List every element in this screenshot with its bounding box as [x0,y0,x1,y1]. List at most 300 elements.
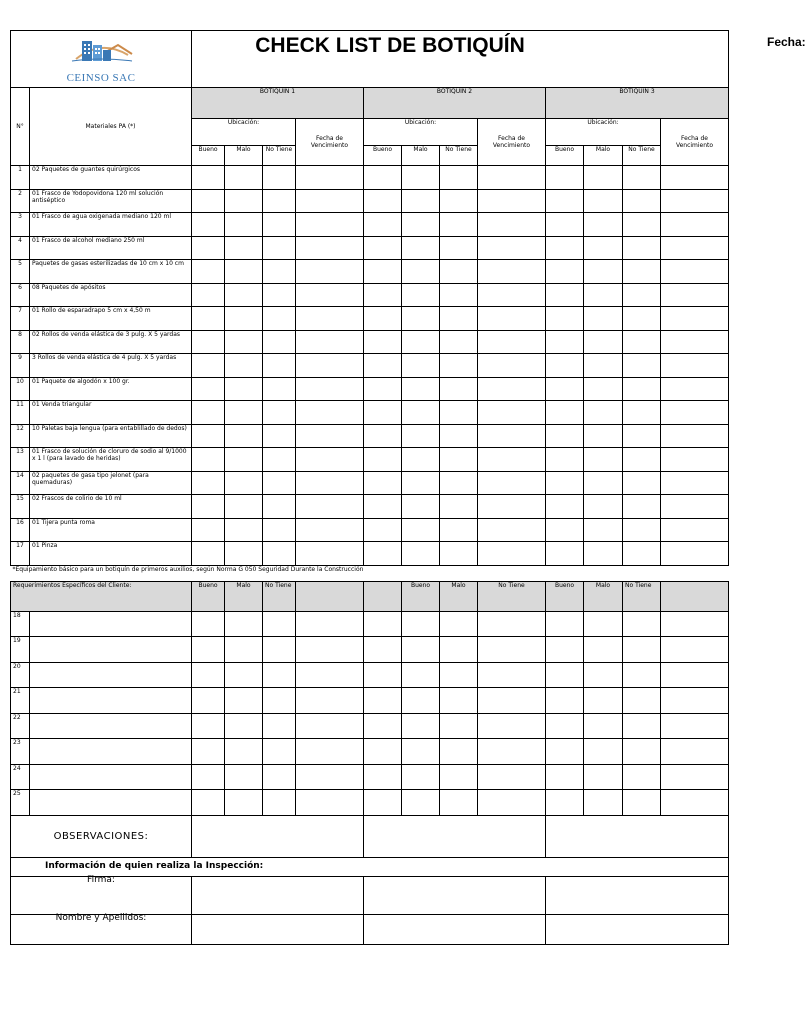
client-25-kit-2-bad[interactable] [402,790,440,816]
item-6-kit-1-missing[interactable] [263,283,296,307]
item-7-kit-1-missing[interactable] [263,307,296,331]
item-14-kit-1-expiry-cell[interactable] [296,471,364,495]
item-4-kit-1-expiry-cell[interactable] [296,236,364,260]
client-20-kit-1-good[interactable] [192,662,225,688]
client-23-kit-3-missing[interactable] [623,739,661,765]
item-9-kit-1-expiry-cell[interactable] [296,354,364,378]
item-7-kit-3-good[interactable] [546,307,584,331]
client-22-kit-2-good[interactable] [364,713,402,739]
item-7-kit-2-missing[interactable] [440,307,478,331]
client-25-kit-1-good[interactable] [192,790,225,816]
item-3-kit-1-bad[interactable] [225,213,263,237]
item-2-kit-3-missing[interactable] [623,189,661,213]
client-21-kit-3-good[interactable] [546,688,584,714]
item-17-kit-1-missing[interactable] [263,542,296,566]
item-10-kit-1-expiry-cell[interactable] [296,377,364,401]
item-11-kit-3-missing[interactable] [623,401,661,425]
item-15-kit-3-missing[interactable] [623,495,661,519]
item-5-kit-1-bad[interactable] [225,260,263,284]
client-22-kit-2-expiry-cell[interactable] [478,713,546,739]
item-4-kit-2-missing[interactable] [440,236,478,260]
client-23-kit-1-good[interactable] [192,739,225,765]
client-23-kit-2-expiry-cell[interactable] [478,739,546,765]
item-13-kit-3-expiry-cell[interactable] [661,448,729,472]
item-12-kit-3-missing[interactable] [623,424,661,448]
item-8-kit-3-missing[interactable] [623,330,661,354]
item-16-kit-1-good[interactable] [192,518,225,542]
item-14-kit-2-bad[interactable] [402,471,440,495]
client-20-kit-3-missing[interactable] [623,662,661,688]
item-11-kit-3-good[interactable] [546,401,584,425]
item-9-kit-2-missing[interactable] [440,354,478,378]
item-3-kit-1-expiry-cell[interactable] [296,213,364,237]
signature-kit-3[interactable] [546,876,729,914]
item-3-kit-2-good[interactable] [364,213,402,237]
observations-kit-2[interactable] [364,815,546,857]
item-1-kit-2-good[interactable] [364,166,402,190]
item-15-kit-1-good[interactable] [192,495,225,519]
client-24-kit-3-good[interactable] [546,764,584,790]
client-18-kit-1-missing[interactable] [263,611,296,637]
item-16-kit-3-missing[interactable] [623,518,661,542]
client-23-kit-1-missing[interactable] [263,739,296,765]
item-14-kit-1-good[interactable] [192,471,225,495]
client-24-kit-1-expiry-cell[interactable] [296,764,364,790]
item-6-kit-3-expiry-cell[interactable] [661,283,729,307]
client-20-kit-1-expiry-cell[interactable] [296,662,364,688]
item-10-kit-2-expiry-cell[interactable] [478,377,546,401]
client-25-kit-3-bad[interactable] [584,790,623,816]
item-3-kit-3-good[interactable] [546,213,584,237]
client-25-kit-3-good[interactable] [546,790,584,816]
item-10-kit-2-missing[interactable] [440,377,478,401]
item-7-kit-1-bad[interactable] [225,307,263,331]
name-kit-3[interactable] [546,914,729,944]
signature-kit-2[interactable] [364,876,546,914]
item-12-kit-3-bad[interactable] [584,424,623,448]
item-6-kit-2-bad[interactable] [402,283,440,307]
item-3-kit-2-expiry-cell[interactable] [478,213,546,237]
client-20-kit-1-bad[interactable] [225,662,263,688]
item-15-kit-1-missing[interactable] [263,495,296,519]
item-11-kit-1-missing[interactable] [263,401,296,425]
item-7-kit-2-good[interactable] [364,307,402,331]
item-5-kit-2-missing[interactable] [440,260,478,284]
item-7-kit-3-bad[interactable] [584,307,623,331]
client-20-kit-1-missing[interactable] [263,662,296,688]
item-14-kit-1-missing[interactable] [263,471,296,495]
item-10-kit-2-good[interactable] [364,377,402,401]
item-10-kit-3-expiry-cell[interactable] [661,377,729,401]
client-requirement-cell[interactable] [30,739,192,765]
item-8-kit-3-bad[interactable] [584,330,623,354]
client-23-kit-3-good[interactable] [546,739,584,765]
client-18-kit-1-bad[interactable] [225,611,263,637]
client-19-kit-3-expiry-cell[interactable] [661,637,729,663]
item-1-kit-2-missing[interactable] [440,166,478,190]
item-14-kit-1-bad[interactable] [225,471,263,495]
item-13-kit-3-missing[interactable] [623,448,661,472]
client-18-kit-3-good[interactable] [546,611,584,637]
item-11-kit-3-expiry-cell[interactable] [661,401,729,425]
item-17-kit-1-good[interactable] [192,542,225,566]
item-7-kit-2-bad[interactable] [402,307,440,331]
item-2-kit-1-missing[interactable] [263,189,296,213]
item-2-kit-3-expiry-cell[interactable] [661,189,729,213]
item-2-kit-2-bad[interactable] [402,189,440,213]
client-19-kit-1-expiry-cell[interactable] [296,637,364,663]
item-10-kit-3-missing[interactable] [623,377,661,401]
item-4-kit-3-expiry-cell[interactable] [661,236,729,260]
item-6-kit-2-missing[interactable] [440,283,478,307]
item-8-kit-2-bad[interactable] [402,330,440,354]
item-14-kit-2-expiry-cell[interactable] [478,471,546,495]
item-6-kit-1-good[interactable] [192,283,225,307]
item-9-kit-3-missing[interactable] [623,354,661,378]
item-3-kit-3-expiry-cell[interactable] [661,213,729,237]
item-6-kit-2-good[interactable] [364,283,402,307]
client-19-kit-1-missing[interactable] [263,637,296,663]
item-4-kit-3-good[interactable] [546,236,584,260]
item-14-kit-2-good[interactable] [364,471,402,495]
item-2-kit-1-expiry-cell[interactable] [296,189,364,213]
item-16-kit-2-good[interactable] [364,518,402,542]
client-24-kit-1-missing[interactable] [263,764,296,790]
item-12-kit-1-expiry-cell[interactable] [296,424,364,448]
item-15-kit-2-good[interactable] [364,495,402,519]
item-9-kit-1-good[interactable] [192,354,225,378]
client-requirement-cell[interactable] [30,637,192,663]
client-24-kit-2-expiry-cell[interactable] [478,764,546,790]
item-15-kit-3-good[interactable] [546,495,584,519]
item-1-kit-2-bad[interactable] [402,166,440,190]
item-15-kit-2-missing[interactable] [440,495,478,519]
item-9-kit-3-expiry-cell[interactable] [661,354,729,378]
client-25-kit-3-missing[interactable] [623,790,661,816]
client-25-kit-2-good[interactable] [364,790,402,816]
client-21-kit-3-expiry-cell[interactable] [661,688,729,714]
item-9-kit-3-good[interactable] [546,354,584,378]
client-19-kit-1-good[interactable] [192,637,225,663]
client-19-kit-2-good[interactable] [364,637,402,663]
client-18-kit-3-expiry-cell[interactable] [661,611,729,637]
item-15-kit-3-expiry-cell[interactable] [661,495,729,519]
client-18-kit-1-good[interactable] [192,611,225,637]
item-5-kit-3-good[interactable] [546,260,584,284]
item-11-kit-2-good[interactable] [364,401,402,425]
client-18-kit-2-good[interactable] [364,611,402,637]
name-kit-1[interactable] [192,914,364,944]
client-18-kit-2-missing[interactable] [440,611,478,637]
item-8-kit-1-good[interactable] [192,330,225,354]
item-8-kit-2-good[interactable] [364,330,402,354]
item-17-kit-3-missing[interactable] [623,542,661,566]
item-10-kit-1-missing[interactable] [263,377,296,401]
client-24-kit-1-good[interactable] [192,764,225,790]
client-22-kit-2-missing[interactable] [440,713,478,739]
item-4-kit-1-bad[interactable] [225,236,263,260]
item-17-kit-3-bad[interactable] [584,542,623,566]
client-requirement-cell[interactable] [30,662,192,688]
client-24-kit-3-bad[interactable] [584,764,623,790]
client-requirement-cell[interactable] [30,713,192,739]
client-24-kit-1-bad[interactable] [225,764,263,790]
item-7-kit-1-expiry-cell[interactable] [296,307,364,331]
item-2-kit-2-good[interactable] [364,189,402,213]
client-22-kit-1-expiry-cell[interactable] [296,713,364,739]
item-1-kit-3-good[interactable] [546,166,584,190]
client-18-kit-1-expiry-cell[interactable] [296,611,364,637]
client-19-kit-2-bad[interactable] [402,637,440,663]
item-12-kit-1-missing[interactable] [263,424,296,448]
client-18-kit-3-missing[interactable] [623,611,661,637]
client-21-kit-2-expiry-cell[interactable] [478,688,546,714]
client-20-kit-2-bad[interactable] [402,662,440,688]
client-requirement-cell[interactable] [30,764,192,790]
item-7-kit-3-missing[interactable] [623,307,661,331]
observations-kit-3[interactable] [546,815,729,857]
item-10-kit-2-bad[interactable] [402,377,440,401]
client-23-kit-1-expiry-cell[interactable] [296,739,364,765]
client-25-kit-2-missing[interactable] [440,790,478,816]
item-3-kit-1-good[interactable] [192,213,225,237]
client-19-kit-3-bad[interactable] [584,637,623,663]
item-9-kit-1-missing[interactable] [263,354,296,378]
item-11-kit-1-expiry-cell[interactable] [296,401,364,425]
client-23-kit-3-expiry-cell[interactable] [661,739,729,765]
client-24-kit-3-expiry-cell[interactable] [661,764,729,790]
item-17-kit-1-expiry-cell[interactable] [296,542,364,566]
client-21-kit-2-bad[interactable] [402,688,440,714]
item-17-kit-2-missing[interactable] [440,542,478,566]
item-16-kit-2-expiry-cell[interactable] [478,518,546,542]
client-19-kit-3-missing[interactable] [623,637,661,663]
item-17-kit-2-bad[interactable] [402,542,440,566]
item-11-kit-2-missing[interactable] [440,401,478,425]
item-2-kit-3-good[interactable] [546,189,584,213]
item-9-kit-3-bad[interactable] [584,354,623,378]
item-4-kit-2-good[interactable] [364,236,402,260]
item-5-kit-1-expiry-cell[interactable] [296,260,364,284]
item-13-kit-2-expiry-cell[interactable] [478,448,546,472]
client-23-kit-3-bad[interactable] [584,739,623,765]
item-5-kit-3-missing[interactable] [623,260,661,284]
item-11-kit-1-bad[interactable] [225,401,263,425]
client-22-kit-1-missing[interactable] [263,713,296,739]
item-2-kit-3-bad[interactable] [584,189,623,213]
client-24-kit-3-missing[interactable] [623,764,661,790]
item-13-kit-3-good[interactable] [546,448,584,472]
item-2-kit-1-bad[interactable] [225,189,263,213]
item-17-kit-3-expiry-cell[interactable] [661,542,729,566]
item-10-kit-1-good[interactable] [192,377,225,401]
client-21-kit-1-missing[interactable] [263,688,296,714]
client-20-kit-2-expiry-cell[interactable] [478,662,546,688]
item-11-kit-3-bad[interactable] [584,401,623,425]
item-6-kit-1-bad[interactable] [225,283,263,307]
client-requirement-cell[interactable] [30,611,192,637]
item-6-kit-3-missing[interactable] [623,283,661,307]
item-16-kit-1-missing[interactable] [263,518,296,542]
item-16-kit-2-missing[interactable] [440,518,478,542]
client-19-kit-3-good[interactable] [546,637,584,663]
item-12-kit-2-bad[interactable] [402,424,440,448]
item-8-kit-1-bad[interactable] [225,330,263,354]
item-1-kit-1-bad[interactable] [225,166,263,190]
item-15-kit-1-expiry-cell[interactable] [296,495,364,519]
client-21-kit-2-good[interactable] [364,688,402,714]
item-8-kit-3-expiry-cell[interactable] [661,330,729,354]
client-20-kit-2-missing[interactable] [440,662,478,688]
client-22-kit-3-missing[interactable] [623,713,661,739]
item-10-kit-3-bad[interactable] [584,377,623,401]
item-5-kit-2-good[interactable] [364,260,402,284]
item-12-kit-2-expiry-cell[interactable] [478,424,546,448]
item-15-kit-3-bad[interactable] [584,495,623,519]
item-4-kit-3-missing[interactable] [623,236,661,260]
item-12-kit-1-good[interactable] [192,424,225,448]
client-20-kit-3-expiry-cell[interactable] [661,662,729,688]
client-21-kit-1-bad[interactable] [225,688,263,714]
client-22-kit-1-bad[interactable] [225,713,263,739]
client-22-kit-3-good[interactable] [546,713,584,739]
item-1-kit-3-bad[interactable] [584,166,623,190]
client-19-kit-1-bad[interactable] [225,637,263,663]
client-25-kit-2-expiry-cell[interactable] [478,790,546,816]
name-kit-2[interactable] [364,914,546,944]
item-7-kit-2-expiry-cell[interactable] [478,307,546,331]
client-24-kit-2-missing[interactable] [440,764,478,790]
item-5-kit-3-expiry-cell[interactable] [661,260,729,284]
item-5-kit-1-good[interactable] [192,260,225,284]
client-23-kit-2-good[interactable] [364,739,402,765]
client-22-kit-2-bad[interactable] [402,713,440,739]
item-17-kit-1-bad[interactable] [225,542,263,566]
item-16-kit-3-expiry-cell[interactable] [661,518,729,542]
item-3-kit-3-bad[interactable] [584,213,623,237]
item-11-kit-2-bad[interactable] [402,401,440,425]
item-3-kit-3-missing[interactable] [623,213,661,237]
client-22-kit-3-expiry-cell[interactable] [661,713,729,739]
item-16-kit-3-good[interactable] [546,518,584,542]
item-3-kit-1-missing[interactable] [263,213,296,237]
item-8-kit-1-missing[interactable] [263,330,296,354]
item-17-kit-3-good[interactable] [546,542,584,566]
item-4-kit-2-expiry-cell[interactable] [478,236,546,260]
client-21-kit-3-missing[interactable] [623,688,661,714]
client-25-kit-1-expiry-cell[interactable] [296,790,364,816]
item-14-kit-3-missing[interactable] [623,471,661,495]
item-13-kit-1-missing[interactable] [263,448,296,472]
item-16-kit-1-bad[interactable] [225,518,263,542]
item-15-kit-2-bad[interactable] [402,495,440,519]
item-8-kit-2-expiry-cell[interactable] [478,330,546,354]
item-12-kit-3-expiry-cell[interactable] [661,424,729,448]
item-16-kit-3-bad[interactable] [584,518,623,542]
item-17-kit-2-good[interactable] [364,542,402,566]
item-14-kit-3-bad[interactable] [584,471,623,495]
item-16-kit-1-expiry-cell[interactable] [296,518,364,542]
client-25-kit-1-missing[interactable] [263,790,296,816]
item-9-kit-2-bad[interactable] [402,354,440,378]
item-2-kit-2-missing[interactable] [440,189,478,213]
item-15-kit-2-expiry-cell[interactable] [478,495,546,519]
item-4-kit-3-bad[interactable] [584,236,623,260]
item-2-kit-2-expiry-cell[interactable] [478,189,546,213]
client-21-kit-3-bad[interactable] [584,688,623,714]
observations-kit-1[interactable] [192,815,364,857]
item-6-kit-3-bad[interactable] [584,283,623,307]
item-1-kit-1-good[interactable] [192,166,225,190]
item-13-kit-2-bad[interactable] [402,448,440,472]
item-3-kit-2-bad[interactable] [402,213,440,237]
item-12-kit-2-missing[interactable] [440,424,478,448]
client-25-kit-1-bad[interactable] [225,790,263,816]
client-19-kit-2-missing[interactable] [440,637,478,663]
item-6-kit-2-expiry-cell[interactable] [478,283,546,307]
item-6-kit-1-expiry-cell[interactable] [296,283,364,307]
item-5-kit-2-bad[interactable] [402,260,440,284]
item-1-kit-1-expiry-cell[interactable] [296,166,364,190]
item-11-kit-1-good[interactable] [192,401,225,425]
item-5-kit-2-expiry-cell[interactable] [478,260,546,284]
item-9-kit-2-good[interactable] [364,354,402,378]
item-11-kit-2-expiry-cell[interactable] [478,401,546,425]
client-21-kit-2-missing[interactable] [440,688,478,714]
item-14-kit-3-expiry-cell[interactable] [661,471,729,495]
client-23-kit-2-bad[interactable] [402,739,440,765]
client-18-kit-2-bad[interactable] [402,611,440,637]
item-12-kit-2-good[interactable] [364,424,402,448]
item-2-kit-1-good[interactable] [192,189,225,213]
client-21-kit-1-expiry-cell[interactable] [296,688,364,714]
client-23-kit-1-bad[interactable] [225,739,263,765]
item-8-kit-3-good[interactable] [546,330,584,354]
client-18-kit-2-expiry-cell[interactable] [478,611,546,637]
client-24-kit-2-good[interactable] [364,764,402,790]
item-13-kit-1-good[interactable] [192,448,225,472]
item-7-kit-1-good[interactable] [192,307,225,331]
item-16-kit-2-bad[interactable] [402,518,440,542]
client-22-kit-1-good[interactable] [192,713,225,739]
client-19-kit-2-expiry-cell[interactable] [478,637,546,663]
item-4-kit-2-bad[interactable] [402,236,440,260]
item-12-kit-1-bad[interactable] [225,424,263,448]
item-10-kit-1-bad[interactable] [225,377,263,401]
item-9-kit-1-bad[interactable] [225,354,263,378]
client-requirement-cell[interactable] [30,688,192,714]
item-1-kit-3-missing[interactable] [623,166,661,190]
client-24-kit-2-bad[interactable] [402,764,440,790]
client-20-kit-3-bad[interactable] [584,662,623,688]
item-4-kit-1-good[interactable] [192,236,225,260]
item-3-kit-2-missing[interactable] [440,213,478,237]
client-21-kit-1-good[interactable] [192,688,225,714]
item-13-kit-3-bad[interactable] [584,448,623,472]
item-13-kit-2-missing[interactable] [440,448,478,472]
item-1-kit-2-expiry-cell[interactable] [478,166,546,190]
item-5-kit-1-missing[interactable] [263,260,296,284]
client-20-kit-2-good[interactable] [364,662,402,688]
item-9-kit-2-expiry-cell[interactable] [478,354,546,378]
signature-kit-1[interactable] [192,876,364,914]
client-22-kit-3-bad[interactable] [584,713,623,739]
item-4-kit-1-missing[interactable] [263,236,296,260]
item-7-kit-3-expiry-cell[interactable] [661,307,729,331]
item-5-kit-3-bad[interactable] [584,260,623,284]
client-20-kit-3-good[interactable] [546,662,584,688]
item-1-kit-1-missing[interactable] [263,166,296,190]
